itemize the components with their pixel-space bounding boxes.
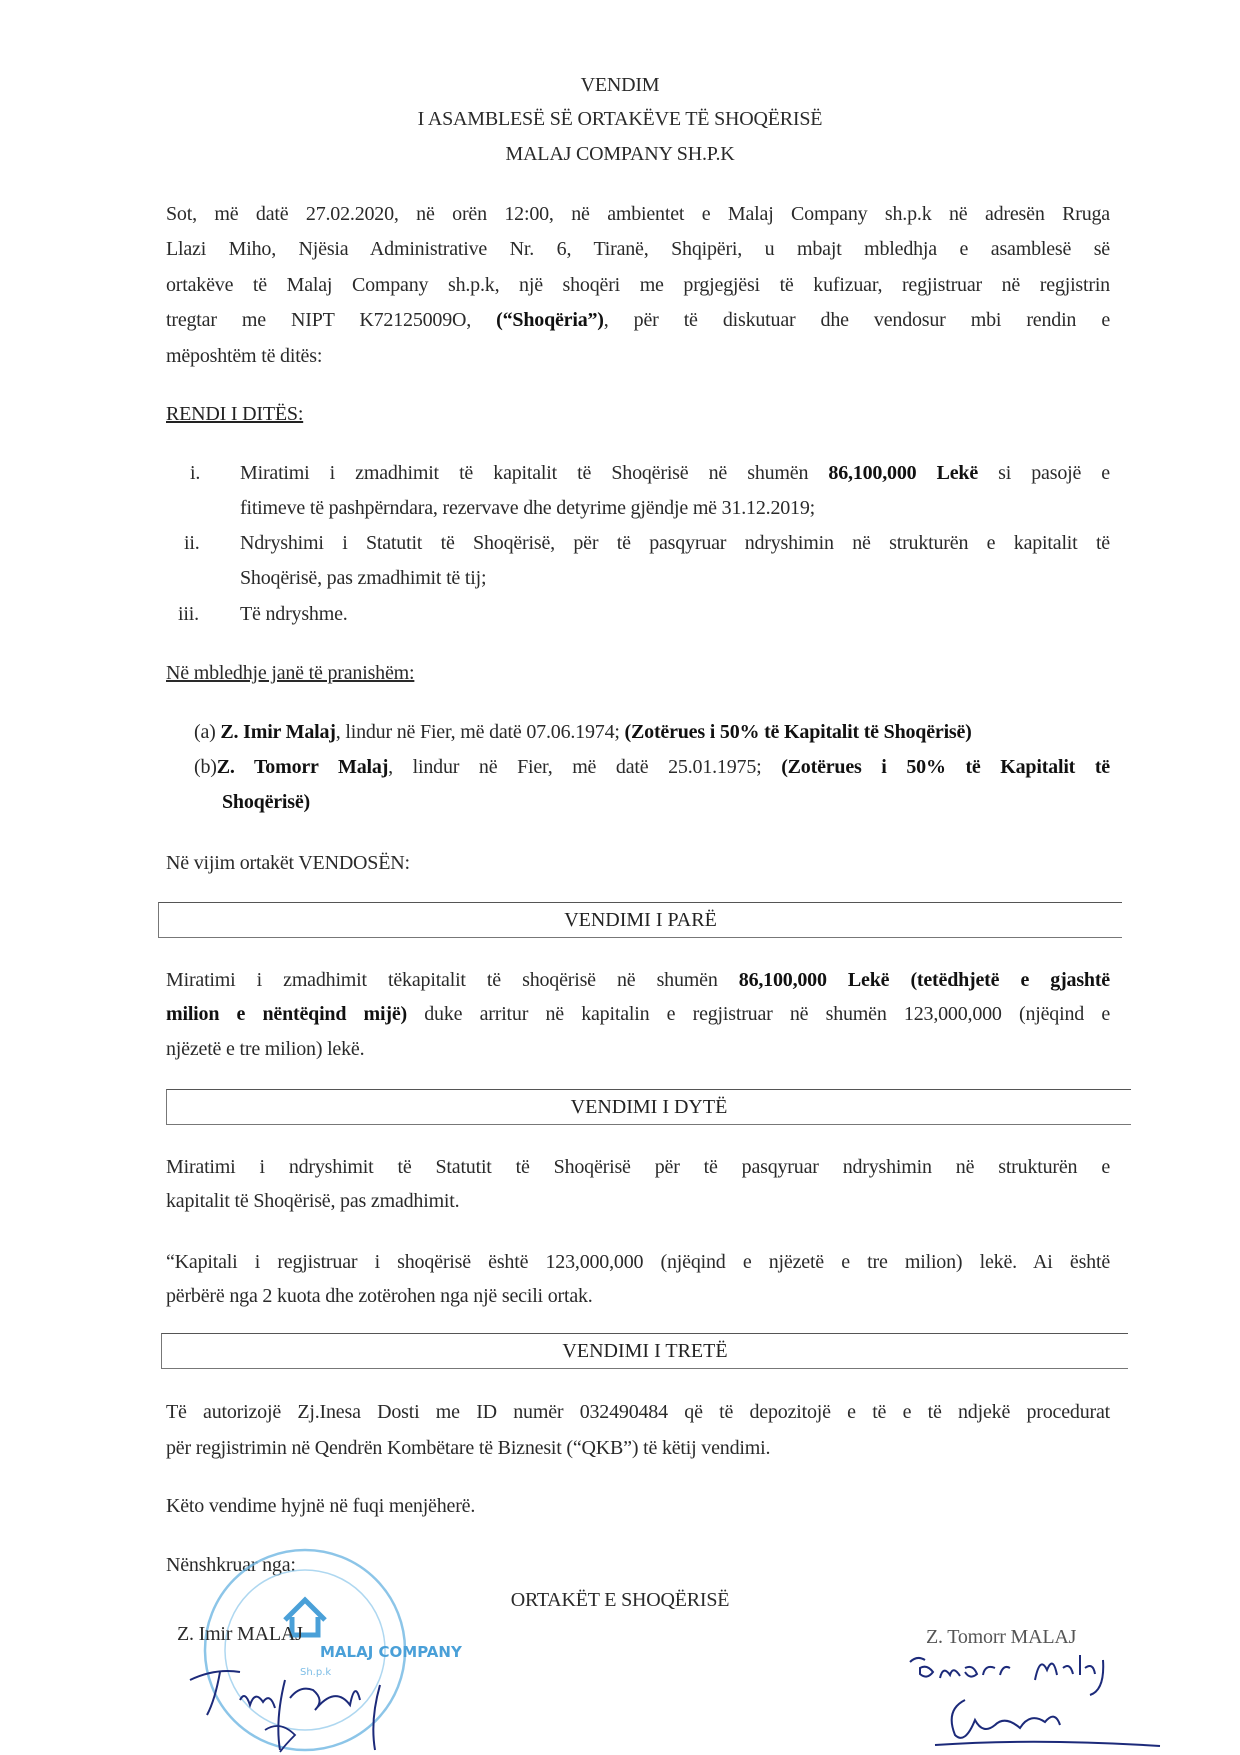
present-item-a bbox=[194, 721, 972, 744]
text-line: Sot, më datë 27.02.2020, në orën 12:00, në ambientet e Malaj Company sh.p.k në adresën Rruga bbox=[166, 203, 1110, 225]
text-line: “Kapitali i regjistruar i shoqërisë është 123,000,000 (njëqind e njëzetë e tre milion) lekë. Ai është bbox=[166, 1251, 1110, 1273]
effect-text: Këto vendime hyjnë në fuqi menjëherë. bbox=[166, 1495, 476, 1517]
signatory-2-name: Z. Tomorr MALAJ bbox=[926, 1626, 1077, 1648]
title: VENDIM bbox=[580, 74, 660, 96]
text-line: njëzetë e tre milion) lekë. bbox=[166, 1038, 365, 1060]
text-line: Të ndryshme. bbox=[240, 603, 348, 625]
text: Z. Imir Malaj bbox=[220, 721, 336, 743]
text: (“Shoqëria”) bbox=[496, 309, 604, 331]
decision-2-header bbox=[166, 1089, 1131, 1125]
text-line bbox=[166, 309, 1110, 332]
list-number: iii. bbox=[178, 603, 199, 625]
text-line: përbërë nga 2 kuota dhe zotërohen nga një secili ortak. bbox=[166, 1285, 593, 1307]
text-line: Ndryshimi i Statutit të Shoqërisë, për të pasqyruar ndryshimin në strukturën e kapitalit të bbox=[240, 532, 1110, 554]
text-line: mëposhtëm të ditës: bbox=[166, 345, 323, 367]
text: , lindur në Fier, më datë 25.01.1975; bbox=[388, 756, 782, 778]
text-line: Llazi Miho, Njësia Administrative Nr. 6, Tiranë, Shqipëri, u mbajt mbledhja e asamblesë së bbox=[166, 238, 1110, 260]
text-line: ortakëve të Malaj Company sh.p.k, një shoqëri me prgjegjësi të kufizuar, regjistruar në regjistrin bbox=[166, 274, 1110, 296]
text: Miratimi i zmadhimit tëkapitalit të shoqërisë në shumën bbox=[166, 969, 739, 991]
present-heading: Në mbledhje janë të pranishëm: bbox=[166, 662, 415, 684]
decision-title: VENDIMI I DYTË bbox=[570, 1096, 728, 1118]
text-line bbox=[166, 1003, 1110, 1026]
decision-title: VENDIMI I TRETË bbox=[562, 1340, 728, 1362]
signed-by-label: Nënshkruar nga: bbox=[166, 1554, 296, 1576]
text: 86,100,000 Lekë (tetëdhjetë e gjashtë bbox=[738, 969, 1110, 991]
text-line: kapitalit të Shoqërisë, pas zmadhimit. bbox=[166, 1190, 460, 1212]
text: si pasojë e bbox=[978, 462, 1110, 484]
text-line: për regjistrimin në Qendrën Kombëtare të Biznesit (“QKB”) të këtij vendimi. bbox=[166, 1437, 771, 1459]
text: , lindur në Fier, më datë 07.06.1974; bbox=[335, 721, 625, 743]
decision-1-header bbox=[158, 902, 1122, 938]
list-number: i. bbox=[190, 462, 201, 484]
text: (b) bbox=[194, 756, 217, 778]
text: (a) bbox=[194, 721, 221, 743]
text: (Zotërues i 50% të Kapitalit të bbox=[781, 756, 1110, 778]
title-line-2: I ASAMBLESË SË ORTAKËVE TË SHOQËRISË bbox=[417, 108, 823, 130]
text: 86,100,000 Lekë bbox=[828, 462, 978, 484]
text: , për të diskutuar dhe vendosur mbi rendin e bbox=[603, 309, 1111, 331]
decision-title: VENDIMI I PARË bbox=[564, 909, 717, 931]
text-line: Miratimi i ndryshimit të Statutit të Shoqërisë për të pasqyruar ndryshimin në strukturën e bbox=[166, 1156, 1110, 1178]
decision-intro: Në vijim ortakët VENDOSËN: bbox=[166, 852, 410, 874]
signature-2 bbox=[905, 1650, 1165, 1753]
text-line bbox=[240, 462, 1110, 485]
partners-heading: ORTAKËT E SHOQËRISË bbox=[510, 1589, 730, 1611]
text: duke arritur në kapitalin e regjistruar në shumën 123,000,000 (njëqind e bbox=[406, 1003, 1111, 1025]
decision-3-header bbox=[161, 1333, 1128, 1369]
text-line bbox=[166, 969, 1110, 992]
signatory-1-name: Z. Imir MALAJ bbox=[177, 1623, 303, 1645]
agenda-heading: RENDI I DITËS: bbox=[166, 403, 304, 425]
text: milion e nëntëqind mijë) bbox=[166, 1003, 407, 1025]
text-line: Shoqërisë) bbox=[222, 791, 311, 813]
text-line: fitimeve të pashpërndara, rezervave dhe detyrime gjëndje më 31.12.2019; bbox=[240, 497, 816, 519]
text: Z. Tomorr Malaj bbox=[216, 756, 389, 778]
text: tregtar me NIPT K72125009O, bbox=[166, 309, 497, 331]
text-line: Shoqërisë, pas zmadhimit të tij; bbox=[240, 567, 487, 589]
text-line: Të autorizojë Zj.Inesa Dosti me ID numër 032490484 që të depozitojë e të e të ndjekë procedurat bbox=[166, 1401, 1110, 1423]
stamp-text: MALAJ COMPANY bbox=[320, 1643, 462, 1661]
company-title: MALAJ COMPANY SH.P.K bbox=[505, 143, 735, 165]
text: Miratimi i zmadhimit të kapitalit të Shoqërisë në shumën bbox=[240, 462, 829, 484]
list-number: ii. bbox=[184, 532, 200, 554]
present-item-b bbox=[194, 756, 1110, 779]
signature-1 bbox=[185, 1660, 435, 1753]
text: (Zotërues i 50% të Kapitalit të Shoqërisë) bbox=[624, 721, 972, 743]
stamp-sub: Sh.p.k bbox=[300, 1667, 332, 1678]
